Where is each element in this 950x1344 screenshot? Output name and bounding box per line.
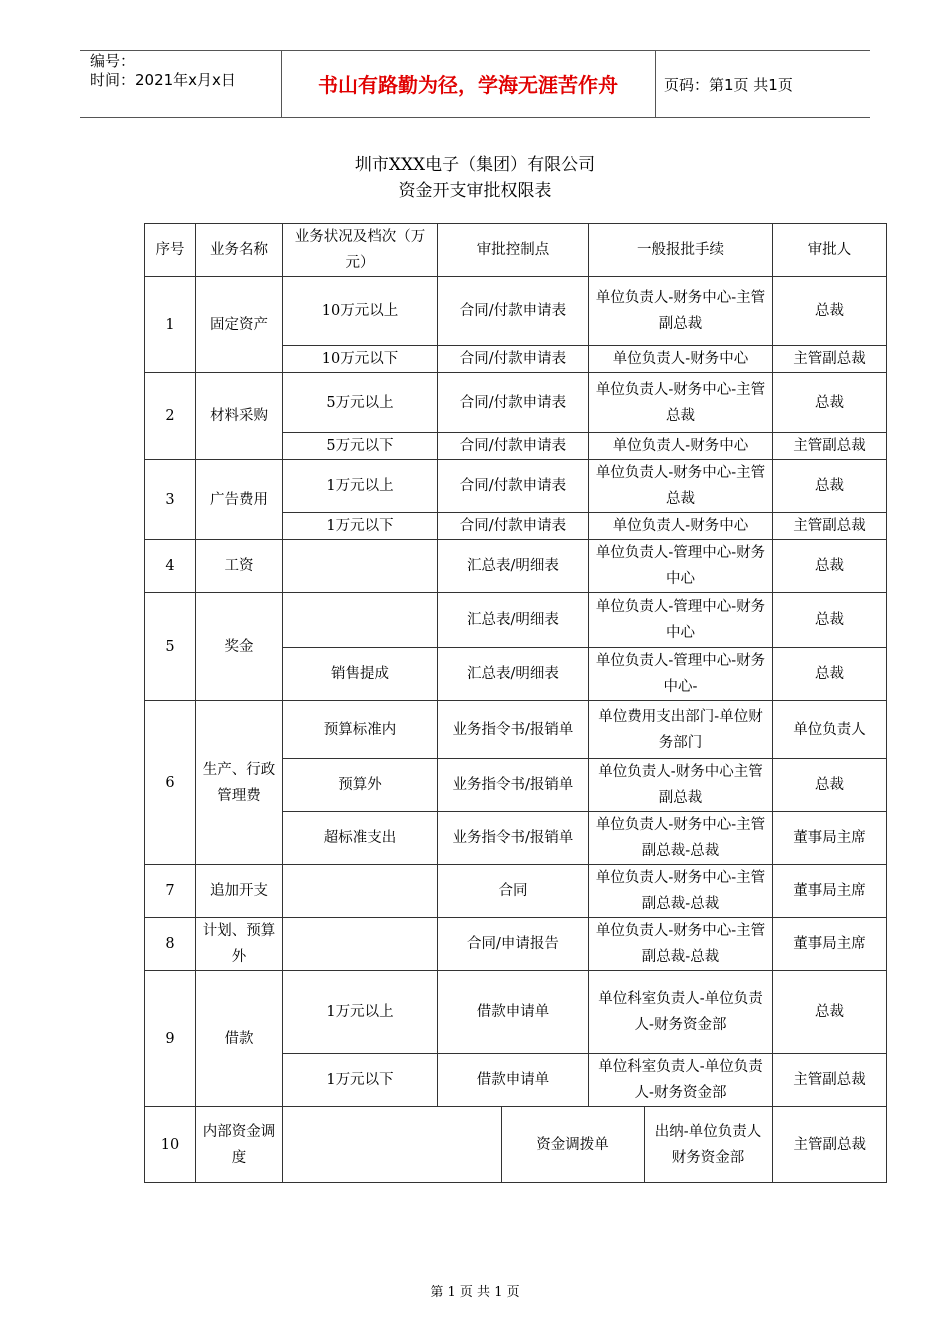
- row-number-cell: 3: [145, 460, 196, 540]
- control-cell: 业务指令书/报销单: [438, 701, 589, 759]
- status-cell: 1万元以上: [283, 971, 438, 1054]
- approver-cell: 主管副总裁: [773, 513, 887, 540]
- table-row: [145, 277, 887, 346]
- row-number-cell: 2: [145, 373, 196, 460]
- procedure-cell: 单位负责人-财务中心: [589, 513, 773, 540]
- approver-cell: 总裁: [773, 593, 887, 648]
- status-cell: 1万元以上: [283, 460, 438, 513]
- control-cell: 合同/付款申请表: [438, 460, 589, 513]
- status-cell: 10万元以上: [283, 277, 438, 346]
- control-cell: 合同/付款申请表: [438, 346, 589, 373]
- control-cell: 汇总表/明细表: [438, 540, 589, 593]
- control-cell: 合同/申请报告: [438, 918, 589, 971]
- procedure-cell: 单位负责人-财务中心主管副总裁: [589, 759, 773, 812]
- table-row: [145, 593, 887, 648]
- status-cell: 预算外: [283, 759, 438, 812]
- table-row: [145, 865, 887, 918]
- procedure-cell: 单位负责人-财务中心-主管总裁: [589, 373, 773, 433]
- business-name-cell: 固定资产: [196, 277, 283, 373]
- procedure-cell: 单位科室负责人-单位负责人-财务资金部: [589, 971, 773, 1054]
- approver-cell: 总裁: [773, 759, 887, 812]
- approver-cell: 总裁: [773, 277, 887, 346]
- control-cell: 合同: [438, 865, 589, 918]
- status-cell: [283, 918, 438, 971]
- business-name-cell: 广告费用: [196, 460, 283, 540]
- table-row: [145, 971, 887, 1054]
- approver-cell: 总裁: [773, 971, 887, 1054]
- procedure-cell: 单位负责人-管理中心-财务中心-: [589, 648, 773, 701]
- approver-cell: 总裁: [773, 373, 887, 433]
- status-cell: 预算标准内: [283, 701, 438, 759]
- status-cell: 1万元以下: [283, 513, 438, 540]
- control-cell: 汇总表/明细表: [438, 593, 589, 648]
- row10-span-cell: [283, 1107, 887, 1183]
- procedure-cell: 单位负责人-财务中心-主管副总裁: [589, 277, 773, 346]
- procedure-cell: 单位负责人-财务中心-主管副总裁-总裁: [589, 865, 773, 918]
- approver-cell: 单位负责人: [773, 701, 887, 759]
- header-motto: 书山有路勤为径，学海无涯苦作舟: [318, 73, 618, 97]
- header-divider: [655, 50, 656, 117]
- control-cell: 合同/付款申请表: [438, 277, 589, 346]
- business-name-cell: 内部资金调度: [196, 1107, 283, 1183]
- row-number-cell: 7: [145, 865, 196, 918]
- procedure-cell: 单位费用支出部门-单位财务部门: [589, 701, 773, 759]
- business-name-cell: 借款: [196, 971, 283, 1107]
- control-cell: 汇总表/明细表: [438, 648, 589, 701]
- business-name-cell: 奖金: [196, 593, 283, 701]
- time-label: 时间：2021年x月x日: [90, 71, 236, 89]
- approver-cell: 主管副总裁: [773, 1054, 887, 1107]
- status-cell: 5万元以上: [283, 373, 438, 433]
- procedure-cell: 单位负责人-管理中心-财务中心: [589, 540, 773, 593]
- control-cell: 合同/付款申请表: [438, 433, 589, 460]
- table-row: [145, 701, 887, 759]
- status-cell: 5万元以下: [283, 433, 438, 460]
- procedure-cell: 单位负责人-财务中心-主管总裁: [589, 460, 773, 513]
- procedure-cell: 单位负责人-财务中心-主管副总裁-总裁: [589, 812, 773, 865]
- approver-cell: 主管副总裁: [793, 1136, 866, 1153]
- number-label: 编号：: [90, 52, 136, 70]
- table-row: [145, 918, 887, 971]
- page-footer: 第 1 页 共 1 页: [430, 1285, 520, 1300]
- row-number-cell: 5: [145, 593, 196, 701]
- table-row: [145, 460, 887, 513]
- document-title: 圳市XXX电子（集团）有限公司: [354, 155, 596, 175]
- col-header-status: 业务状况及档次（万元）: [283, 224, 438, 277]
- control-cell: 合同/付款申请表: [438, 513, 589, 540]
- procedure-cell: 单位负责人-财务中心: [589, 433, 773, 460]
- col-header-approver: 审批人: [773, 224, 887, 277]
- col-header-control: 审批控制点: [438, 224, 589, 277]
- status-cell: 超标准支出: [283, 812, 438, 865]
- status-cell: [283, 540, 438, 593]
- approver-cell: 董事局主席: [773, 812, 887, 865]
- approval-table: [144, 223, 887, 1183]
- row-number-cell: 10: [145, 1107, 196, 1183]
- table-header-row: [145, 224, 887, 277]
- row-number-cell: 8: [145, 918, 196, 971]
- col-header-procedure: 一般报批手续: [589, 224, 773, 277]
- header-meta: [90, 52, 236, 90]
- business-name-cell: 生产、行政管理费: [196, 701, 283, 865]
- procedure-cell: 单位负责人-管理中心-财务中心: [589, 593, 773, 648]
- col-header-no: 序号: [145, 224, 196, 277]
- business-name-cell: 材料采购: [196, 373, 283, 460]
- row-number-cell: 4: [145, 540, 196, 593]
- approver-cell: 董事局主席: [773, 865, 887, 918]
- control-cell: 业务指令书/报销单: [438, 812, 589, 865]
- status-cell: 销售提成: [283, 648, 438, 701]
- table-row: [145, 373, 887, 433]
- status-cell: 10万元以下: [283, 346, 438, 373]
- status-cell: [283, 1107, 501, 1182]
- procedure-cell: 单位负责人-财务中心: [589, 346, 773, 373]
- row-number-cell: 6: [145, 701, 196, 865]
- table-row: [145, 540, 887, 593]
- header-bottom-rule: [80, 117, 870, 118]
- control-cell: 资金调拨单: [501, 1107, 644, 1182]
- approver-cell: 董事局主席: [773, 918, 887, 971]
- document-subtitle: 资金开支审批权限表: [398, 181, 552, 201]
- procedure-cell: 单位负责人-财务中心-主管副总裁-总裁: [589, 918, 773, 971]
- col-header-business: 业务名称: [196, 224, 283, 277]
- approver-cell: 总裁: [773, 460, 887, 513]
- status-cell: [283, 865, 438, 918]
- procedure-cell: 单位科室负责人-单位负责人-财务资金部: [589, 1054, 773, 1107]
- approver-cell: 总裁: [773, 648, 887, 701]
- approver-cell: 主管副总裁: [773, 433, 887, 460]
- business-name-cell: 工资: [196, 540, 283, 593]
- table-row: [145, 1107, 887, 1183]
- control-cell: 借款申请单: [438, 971, 589, 1054]
- header-page-info: 页码：第1页 共1页: [664, 76, 793, 94]
- control-cell: 借款申请单: [438, 1054, 589, 1107]
- row-number-cell: 1: [145, 277, 196, 373]
- approver-cell: 总裁: [773, 540, 887, 593]
- business-name-cell: 计划、预算外: [196, 918, 283, 971]
- row10-inner-table: [283, 1107, 887, 1182]
- approver-cell: 主管副总裁: [773, 346, 887, 373]
- business-name-cell: 追加开支: [196, 865, 283, 918]
- status-cell: 1万元以下: [283, 1054, 438, 1107]
- control-cell: 业务指令书/报销单: [438, 759, 589, 812]
- procedure-cell: 出纳-单位负责人财务资金部: [644, 1107, 772, 1182]
- control-cell: 合同/付款申请表: [438, 373, 589, 433]
- status-cell: [283, 593, 438, 648]
- row-number-cell: 9: [145, 971, 196, 1107]
